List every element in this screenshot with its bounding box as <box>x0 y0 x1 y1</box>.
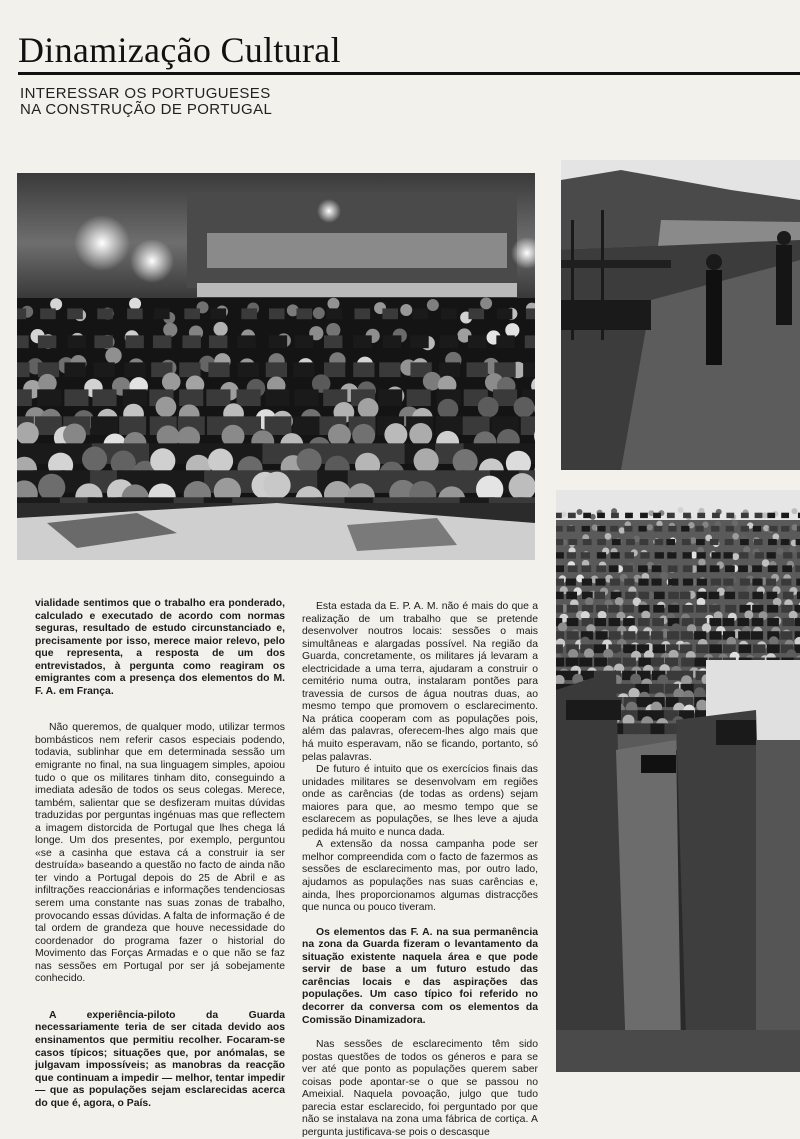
highlight-paragraph: Os elementos das F. A. na sua permanência na zona da Guarda fizeram o levantamento da situação existente naquela área e que pode servir de base a um futuro estudo das carências locais e das aspirações das populações. Um caso típico foi referido no decorrer da conversa com os elementos da Comissão Dinamizadora. <box>302 926 538 1026</box>
article-subtitle <box>20 86 272 118</box>
article-column-left <box>35 598 285 1110</box>
village-street-photo <box>561 160 800 470</box>
page-title: Dinamização Cultural <box>18 30 341 70</box>
body-paragraph: De futuro é intuito que os exercícios finais das unidades militares se desenvolvam em regiões onde as carências (de todas as ordens) sejam maiores para que, ao mesmo tempo que se esclarecem as populações, se lhes leve a ajuda pedida há muito e nunca dada. <box>302 764 538 838</box>
crowd-soldiers-photo <box>556 490 800 1072</box>
intro-paragraph: vialidade sentimos que o trabalho era ponderado, calculado e executado de acordo com normas seguras, resultado de estudo circunstanciado e, precisamente por isso, merece maior relevo, pelo que representa, a resposta de um dos entrevistados, à pergunta como reagiram os emigrantes com a presença dos elementos do M. F. A. em França. <box>35 598 285 697</box>
body-paragraph: Esta estada da E. P. A. M. não é mais do que a realização de um trabalho que se pretende desenvolver noutros locais: sessões o mais simultâneas e alargadas possível. Na região da Guarda, concretamente, os militares já levaram a electricidade a uma terra, ajudaram a construir o cemitério numa outra, instalaram pontões para travessia de cursos de água noutras duas, ao mesmo tempo que promovem o esclarecimento. Na prática cooperam com as populações pois, além das palavras, oferecem-lhes algo mais que há muito esperavam, não se ficando, portanto, só pelas palavras. <box>302 601 538 763</box>
article-column-right <box>302 601 538 1139</box>
title-rule <box>18 72 800 75</box>
body-paragraph: Não queremos, de qualquer modo, utilizar termos bombásticos nem referir casos especiais podendo, todavia, sublinhar que em determinada sessão um emigrante no final, na sua linguagem simples, apoiou tudo o que os militares tinham dito, conseguindo a imediata adesão de todos os seus colegas. Merece, também, salientar que se desfizeram muitas dúvidas traduzidas por perguntas ingénuas mas que reflectem a imagem distorcida de Portugal que lhes chega lá longe. Um dos presentes, por exemplo, perguntou «se a casinha que estava cá a construir ia ser destruída» baseando a questão no facto de ainda não ter vindo a Portugal depois do 25 de Abril e as infiltrações reaccionárias e informações tendenciosas serem uma constante nas suas zonas de trabalho, provocando essas dúvidas. A falta de informação é de tal ordem de grandeza que houve necessidade do coordenador do programa fazer o historial do Movimento das Forças Armadas e o que não se faz nas sessões em Portugal por ser já sobejamente conhecido. <box>35 722 285 985</box>
highlight-paragraph: A experiência-piloto da Guarda necessariamente teria de ser citada devido aos ensinamentos que permitiu recolher. Focaram-se casos típicos; situações que, por anómalas, se julgavam impossíveis; as manobras da reacção que continuam a impedir — melhor, tentar impedir — que as populações sejam esclarecidas acerca do que é, agora, o País. <box>35 1009 285 1109</box>
body-paragraph: Nas sessões de esclarecimento têm sido postas questões de todos os géneros e para se ver até que ponto as populações querem saber coisas pode apontar-se o que se passou no Ameixial. Naquela povoação, julgo que tudo parecia estar esclarecido, foi perguntado por que não se instalava na zona uma fábrica de cortiça. A pergunta justificava-se pois o descasque <box>302 1039 538 1138</box>
audience-photo <box>17 173 535 560</box>
subtitle-line-2: NA CONSTRUÇÃO DE PORTUGAL <box>20 101 273 118</box>
body-paragraph: A extensão da nossa campanha pode ser melhor compreendida com o facto de fazermos as sessões de esclarecimento mas, por outro lado, ajudamos as populações nas suas carências e, ainda, lhes proporcionamos algumas distracções que nunca ou pouco tiveram. <box>302 839 538 914</box>
subtitle-line-1: INTERESSAR OS PORTUGUESES <box>20 85 271 102</box>
